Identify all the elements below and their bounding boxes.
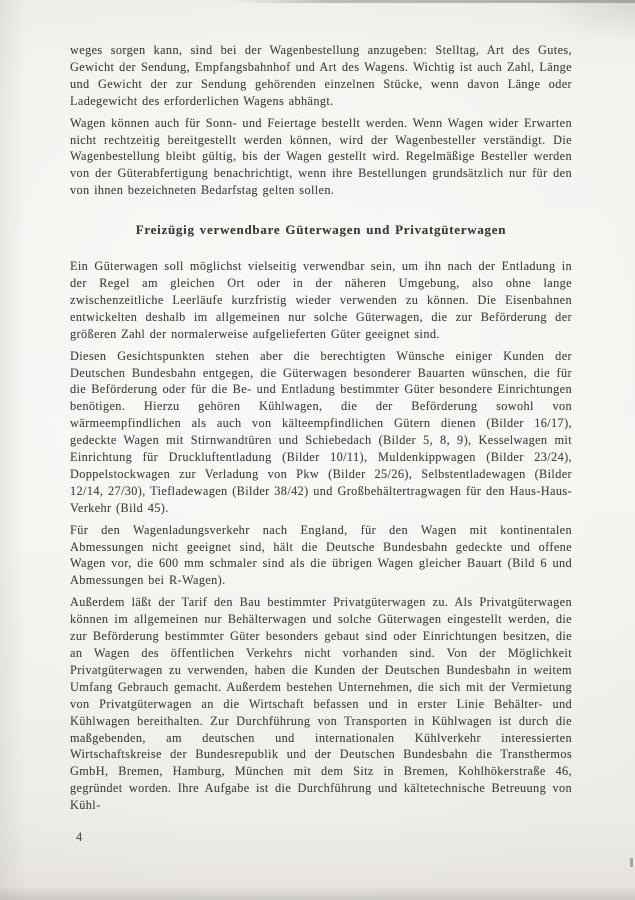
body-paragraph: weges sorgen kann, sind bei der Wagenbestellung anzugeben: Stelltag, Art des Gutes, Gewicht der Sendung, Empfangsbahnhof und Art des Wagens. Wichtig ist auch Zahl, Länge und Gewicht der zur Sendung gehörenden einzelnen Stücke, wenn davon Länge oder Ladegewicht des erforderlichen Wagens abhängt. xyxy=(70,43,572,108)
body-paragraph: Ein Güterwagen soll möglichst vielseitig verwendbar sein, um ihn nach der Entladung in der Regel am gleichen Ort oder in der näheren Umgebung, also ohne lange zwischenzeitliche Leerläufe kurzfristig wieder verwenden zu können. Die Eisenbahnen entwickelten deshalb im allgemeinen nur solche Güterwagen, die zur Beförderung der größeren Zahl der normalerweise aufgelieferten Güter geeignet sind. xyxy=(70,259,572,341)
body-paragraph: Außerdem läßt der Tarif den Bau bestimmter Privatgüterwagen zu. Als Privatgüterwagen können im allgemeinen nur Behälterwagen und solche Güterwagen eingestellt werden, die zur Beförderung bestimmter Güter besonders gebaut sind oder Einrichtungen besitzen, die an Wagen des öffentlichen Verkehrs nicht vorhanden sind. Von der Möglichkeit Privatgüterwagen zu verwenden, haben die Kunden der Deutschen Bundesbahn in weitem Umfang Gebrauch gemacht. Außerdem bestehen Unternehmen, die sich mit der Vermietung von Privatgüterwagen an die Wirtschaft befassen und in erster Linie Behälter- und Kühlwagen bereithalten. Zur Durchführung von Transporten in Kühlwagen ist durch die maßgebenden, am deutschen und internationalen Kühlverkehr interessierten Wirtschaftskreise der Bundesrepublik und der Deutschen Bundesbahn die Transthermos GmbH, Bremen, Hamburg, München mit dem Sitz in Bremen, Kohlhökerstraße 46, gegründet worden. Ihre Aufgabe ist die Durchführung und kältetechnische Betreuung von Kühl- xyxy=(70,595,572,813)
body-paragraph: Wagen können auch für Sonn- und Feiertage bestellt werden. Wenn Wagen wider Erwarten nicht rechtzeitig bereitgestellt werden können, wird der Wagenbesteller verständigt. Die Wagenbestellung bleibt gültig, bis der Wagen gestellt wird. Regelmäßige Besteller werden von der Güterabfertigung benachrichtigt, wenn ihre Bestellungen grundsätzlich nur für den von ihnen bezeichneten Bedarfstag gelten sollen. xyxy=(70,115,572,198)
scan-left-shade xyxy=(0,0,26,900)
scan-shadow xyxy=(0,886,635,900)
scan-speck-artifact xyxy=(630,858,633,867)
body-paragraph: Diesen Gesichtspunkten stehen aber die berechtigten Wünsche einiger Kunden der Deutschen Bundesbahn entgegen, die Güterwagen besonderer Bauarten wünschen, die für die Beförderung oder für die Be- und Entladung bestimmter Güter besondere Einrichtungen benötigen. Hierzu gehören Kühlwagen, die der Beförderung sowohl von wärmeempfindlichen als auch von kälteempfindlichen Gütern dienen (Bilder 16/17), gedeckte Wagen mit Stirnwandtüren und Schiebedach (Bilder 5, 8, 9), Kesselwagen mit Einrichtung für Druckluftentladung (Bilder 10/11), Muldenkippwagen (Bilder 23/24), Doppelstockwagen zur Verladung von Pkw (Bilder 25/26), Selbstentladewagen (Bilder 12/14, 27/30), Tiefladewagen (Bilder 38/42) und Großbehältertragwagen für den Haus-Haus-Verkehr (Bild 45). xyxy=(70,348,572,515)
scan-corner-shade xyxy=(535,0,635,42)
page-number: 4 xyxy=(76,830,83,844)
text-column xyxy=(70,42,572,819)
section-heading: Freizügig verwendbare Güterwagen und Privatgüterwagen xyxy=(135,222,507,238)
body-paragraph: Für den Wagenladungsverkehr nach England, für den Wagen mit kontinentalen Abmessungen nicht geeignet sind, hält die Deutsche Bundesbahn gedeckte und offene Wagen vor, die 600 mm schmaler sind als die übrigen Wagen gleicher Bauart (Bild 6 und Abmessungen bei R-Wagen). xyxy=(70,522,572,588)
